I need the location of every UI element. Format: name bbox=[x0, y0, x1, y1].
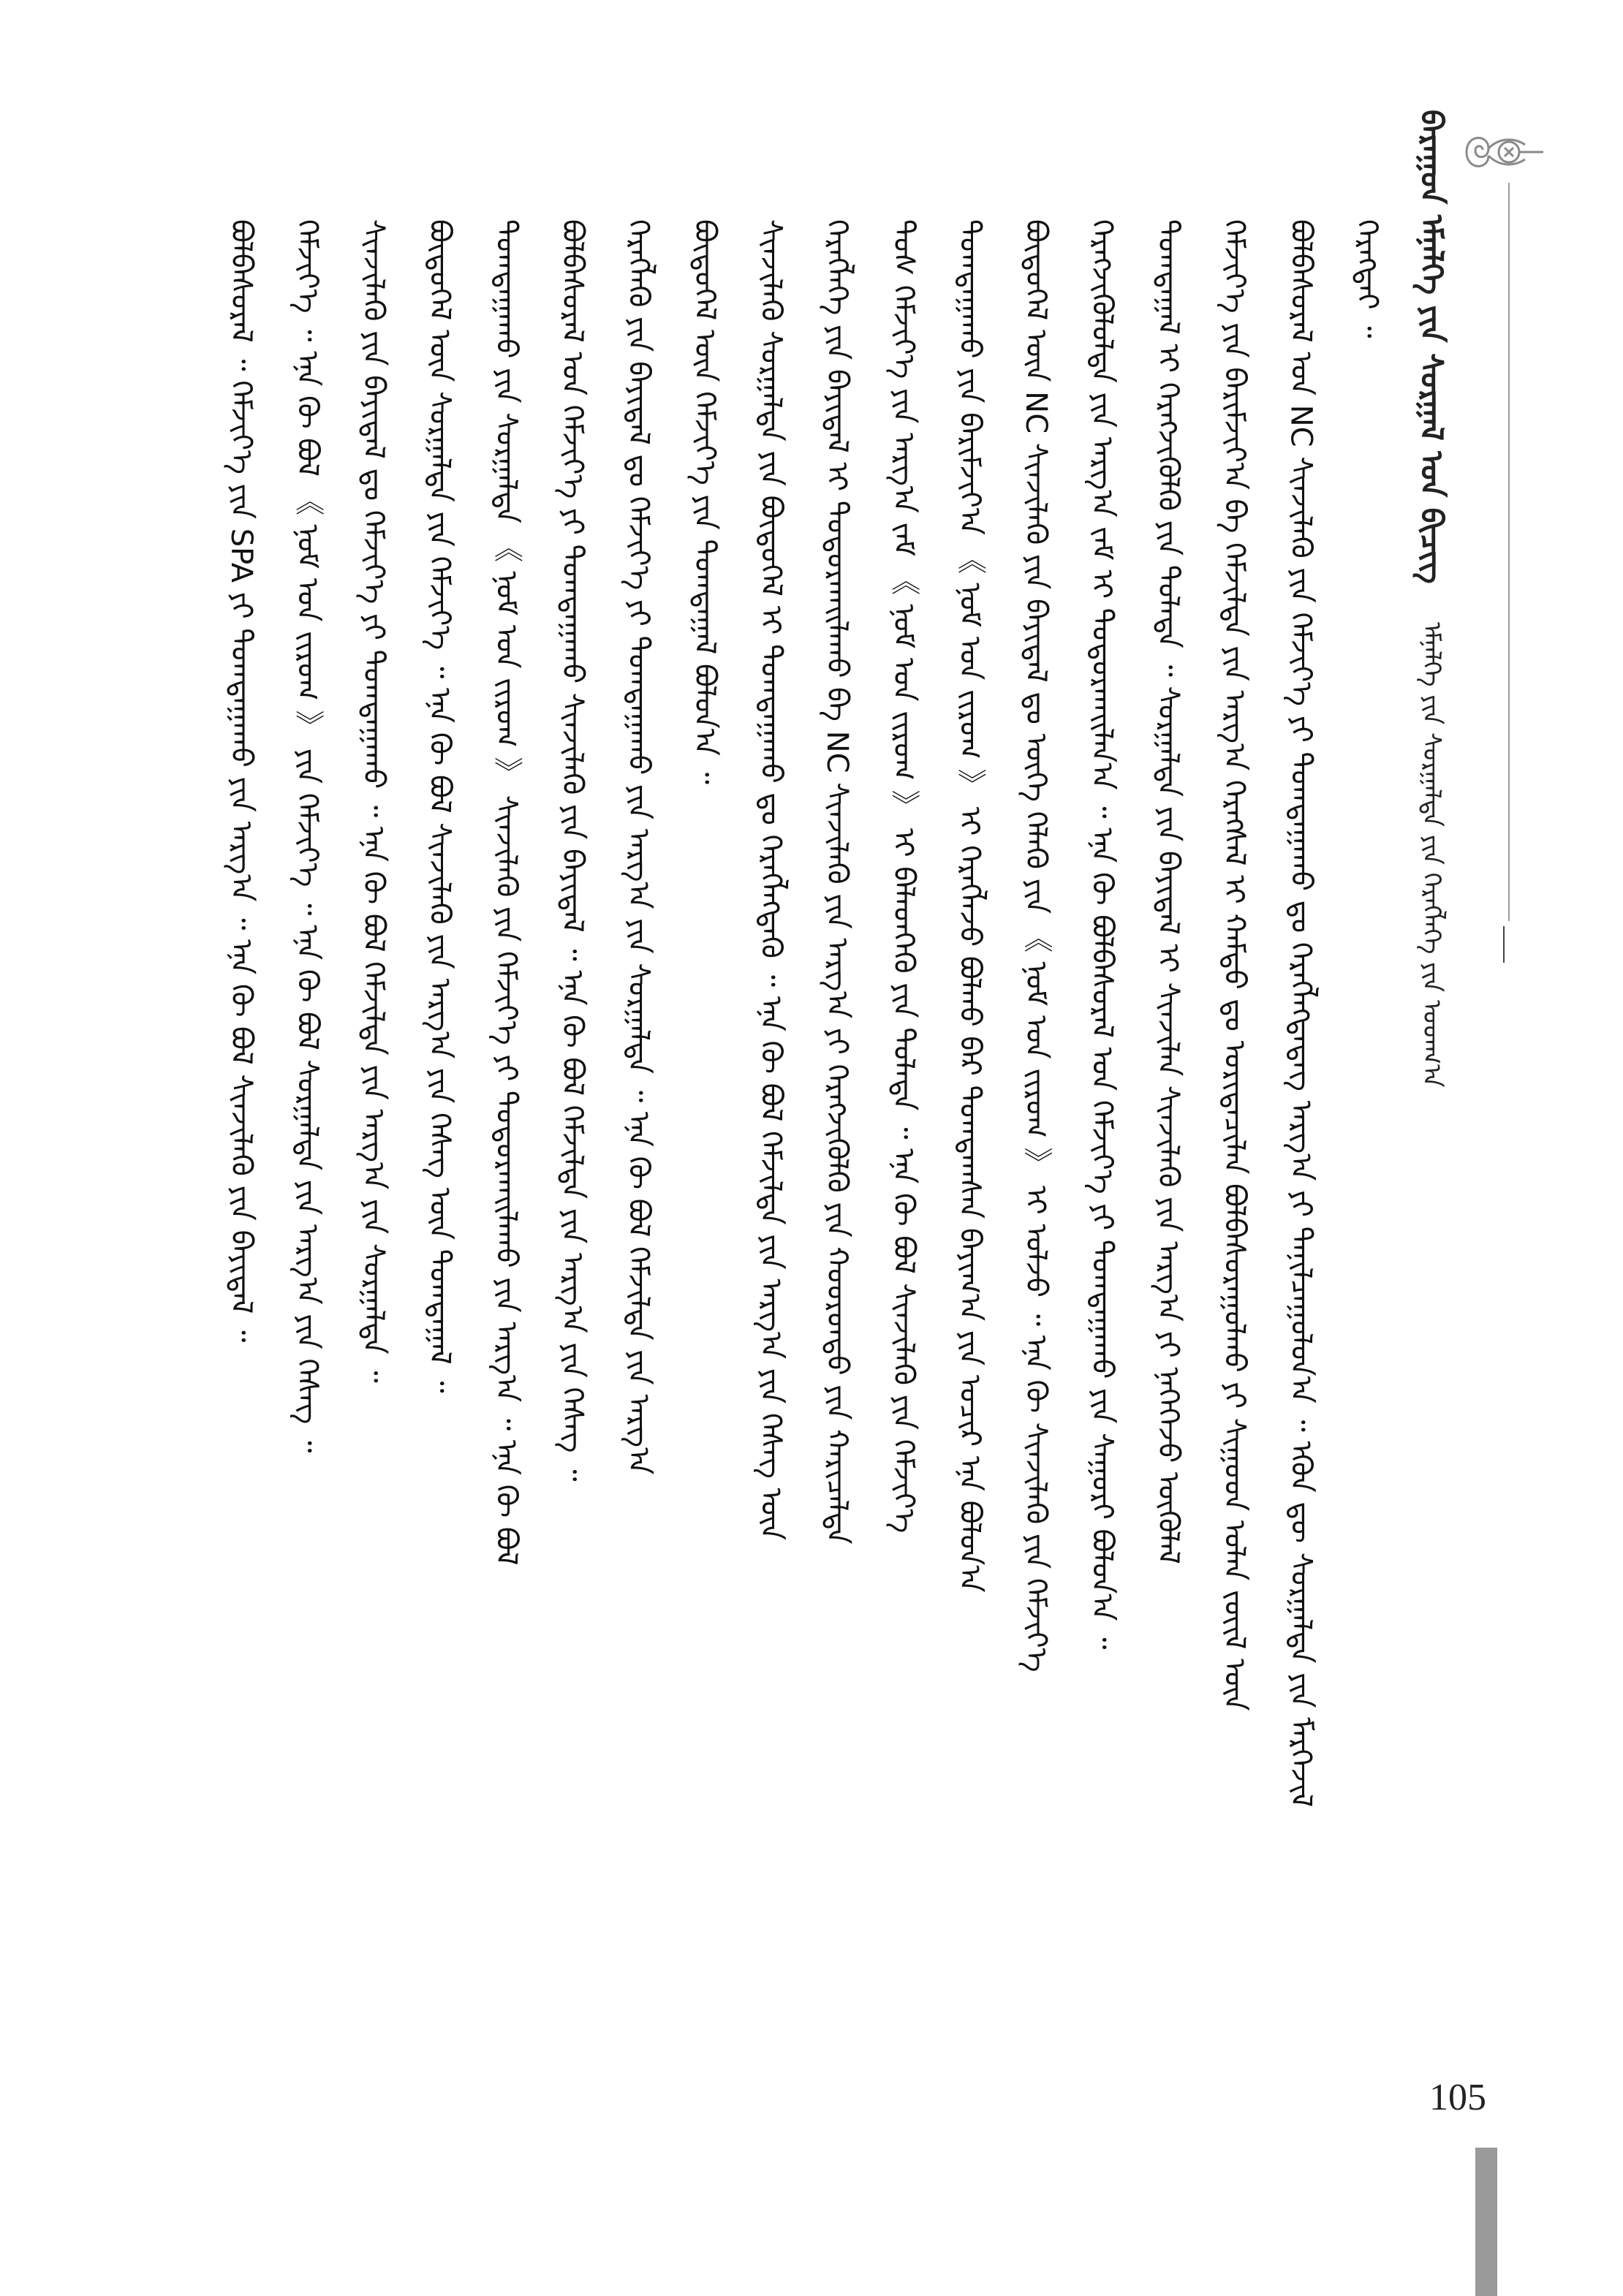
running-header-title: ᠪᠠᠷᠠᠭᠤᠨ ᠡᠮᠨᠡᠯᠭᠡ ᠶᠢᠨ ᠰᠤᠷᠭᠠᠯ ᠤᠨ ᠪᠢᠴᠢᠭ bbox=[1414, 110, 1450, 584]
text-column-6: ᠪᠦᠲᠦᠭᠡᠯ ᠦᠨ NC ᠰᠢᠨᠵᠢᠯᠡᠬᠦ ᠶᠢᠨ ᠪᠠᠶᠢᠳᠠᠯ ᠳᠤ ᠦᠭᠡ ᠬᠡᠯᠡᠬᠦ ᠶᠢᠨ 《 ᠨᠤᠮ ᠤᠨ ᠵᠢᠷᠤᠭ 》 ᠢ ᠣᠯᠵᠤ ᠃ ᠡᠨᠡ ᠬᠦ ᠰᠢᠨᠵᠢᠯᠡᠬᠦ ᠶᠢᠨ ᠬᠡᠮᠵᠢᠶ᠎ᠡ bbox=[1018, 219, 1053, 1672]
text-column-12: ᠬᠡᠷᠡᠭᠯᠡᠬᠦ ᠶᠢᠨ ᠪᠠᠶᠢᠳᠠᠯ ᠳᠤ ᠬᠡᠮᠵᠢᠶ᠎ᠡ ᠶᠢ ᠲᠣᠭᠲᠠᠭᠠᠬᠤ ᠶᠢᠨ ᠠᠷᠭ᠎ᠠ ᠶᠢᠨ ᠰᠤᠷᠭᠠᠯᠲᠠ ᠃ ᠡᠨᠡ ᠬᠦ ᠪᠣᠯ ᠬᠡᠮᠵᠢᠯᠲᠡ ᠶᠢᠨ ᠠᠷᠭ᠎ᠠ bbox=[621, 219, 656, 1475]
running-header-subtitle: ᠡᠮᠨᠡᠯᠭᠡ ᠶᠢᠨ ᠰᠤᠷᠭᠠᠯᠲᠠ ᠶᠢᠨ ᠬᠡᠷᠡᠭᠯᠡᠭᠡ ᠶᠢᠨ ᠤᠳᠬ᠎ᠠ bbox=[1417, 621, 1446, 1088]
body-text bbox=[219, 219, 1389, 1996]
text-column-14: ᠲᠣᠭᠲᠠᠭᠠᠬᠤ ᠶᠢᠨ ᠰᠤᠷᠭᠠᠯᠲᠠ 《 ᠨᠤᠮ ᠤᠨ ᠵᠢᠷᠤᠭ 》 ᠰᠢᠨᠵᠢᠯᠡᠬᠦ ᠶᠢᠨ ᠬᠡᠮᠵᠢᠶ᠎ᠡ ᠶᠢ ᠲᠣᠳᠣᠷᠬᠠᠢᠯᠠᠬᠤ ᠶᠢᠨ ᠠᠷᠭ᠎ᠠ ᠃ ᠡᠨᠡ ᠬᠦ ᠪᠣᠯ bbox=[489, 219, 523, 1566]
text-column-7: ᠲᠣᠭᠲᠠᠭᠠᠬᠤ ᠶᠢᠨ ᠪᠠᠷᠢᠮᠵᠢᠶ᠎ᠠ 《 ᠨᠤᠮ ᠤᠨ ᠵᠢᠷᠤᠭ 》 ᠢ ᠬᠡᠷᠡᠭᠯᠡᠵᠦ ᠪᠣᠯᠬᠤ ᠪᠡᠷ ᠲᠣᠭᠲᠠᠭᠰᠠᠨ ᠪᠠᠶᠢᠭ᠎ᠠ ᠶᠢᠨ ᠤᠴᠢᠷ ᠡᠨᠡ ᠪᠣᠯᠤᠨ᠎ᠠ bbox=[953, 219, 987, 1593]
text-column-18: ᠪᠣᠯᠪᠠᠰᠤᠷᠠᠯ ᠃ ᠬᠡᠮᠵᠢᠶ᠎ᠡ ᠶᠢᠨ SPA ᠶᠢ ᠲᠣᠭᠲᠠᠭᠠᠬᠤ ᠶᠢᠨ ᠠᠷᠭ᠎ᠠ ᠃ ᠡᠨᠡ ᠬᠦ ᠪᠣᠯ ᠰᠢᠨᠵᠢᠯᠡᠬᠦ ᠶᠢᠨ ᠪᠠᠶᠢᠳᠠᠯ ᠃ bbox=[224, 219, 258, 1343]
page-number: 105 bbox=[1429, 2077, 1486, 2118]
text-column-5: ᠬᠡᠷᠡᠭᠵᠢᠭᠦᠯᠦᠯᠲᠡ ᠶᠢᠨ ᠠᠷᠭ᠎ᠠ ᠵᠠᠮ ᠢ ᠲᠣᠳᠣᠷᠬᠠᠢᠯᠠᠨ᠎ᠠ ᠃ ᠡᠨᠡ ᠬᠦ ᠪᠣᠯᠪᠠᠰᠤᠷᠠᠯ ᠤᠨ ᠬᠡᠮᠵᠢᠶ᠎ᠡ ᠶᠢ ᠲᠣᠭᠲᠠᠭᠠᠬᠤ ᠶᠢᠨ ᠰᠠᠭᠤᠷᠢ ᠪᠣᠯᠤᠨ᠎ᠠ ᠃ bbox=[1085, 219, 1119, 1650]
text-column-10: ᠰᠢᠨᠵᠢᠯᠡᠬᠦ ᠰᠤᠷᠭᠠᠯᠲᠠ ᠶᠢᠨ ᠪᠦᠲᠦᠭᠡᠯ ᠢ ᠲᠣᠭᠲᠠᠭᠠᠬᠤ ᠳᠤ ᠬᠡᠷᠡᠭᠯᠡᠭᠳᠡᠬᠦ ᠃ ᠡᠨᠡ ᠬᠦ ᠪᠣᠯ ᠬᠡᠮᠵᠢᠯᠲᠡ ᠶᠢᠨ ᠠᠷᠭ᠎ᠠ ᠶᠢᠨ ᠬᠡᠰᠡᠭ ᠦᠨ bbox=[754, 219, 788, 1541]
header-dash bbox=[1503, 926, 1505, 963]
header-rule bbox=[1508, 183, 1510, 921]
text-column-4: ᠲᠣᠭᠲᠠᠭᠠᠯ ᠢ ᠬᠡᠷᠡᠭᠵᠢᠭᠦᠯᠬᠦ ᠶᠢᠨ ᠲᠤᠯᠠᠳᠠ ᠃ ᠰᠤᠷᠭᠠᠯᠲᠠ ᠶᠢᠨ ᠪᠠᠶᠢᠳᠠᠯ ᠢ ᠰᠢᠨᠵᠢᠯᠡᠨ ᠰᠢᠨᠵᠢᠯᠡᠬᠦ ᠶᠢᠨ ᠠᠷᠭ᠎ᠠ ᠶᠢ ᠨᠡᠭᠡᠭᠡᠵᠦ ᠦᠭᠦᠯᠡᠯ bbox=[1151, 219, 1186, 1564]
text-column-17: ᠬᠡᠮᠵᠢᠶ᠎ᠡ ᠃ ᠡᠨᠡ ᠬᠦ ᠪᠣᠯ 《 ᠨᠤᠮ ᠤᠨ ᠵᠢᠷᠤᠭ 》 ᠶᠢᠨ ᠬᠡᠮᠵᠢᠶ᠎ᠡ ᠃ ᠡᠨᠡ ᠬᠦ ᠪᠣᠯ ᠰᠤᠷᠭᠠᠯᠲᠠ ᠶᠢᠨ ᠠᠷᠭ᠎ᠠ ᠶᠢᠨ ᠬᠡᠰᠡᠭ ᠃ bbox=[290, 219, 325, 1453]
page-edge-bar bbox=[1475, 2148, 1497, 2296]
text-column-15: ᠪᠦᠲᠦᠭᠡᠯ ᠦᠨ ᠰᠤᠷᠭᠠᠯᠲᠠ ᠶᠢᠨ ᠬᠡᠮᠵᠢᠶ᠎ᠡ ᠃ ᠡᠨᠡ ᠬᠦ ᠪᠣᠯ ᠰᠢᠨᠵᠢᠯᠡᠬᠦ ᠶᠢᠨ ᠠᠷᠭ᠎ᠠ ᠶᠢᠨ ᠬᠡᠰᠡᠭ ᠦᠨ ᠲᠣᠭᠲᠠᠭᠠᠯ ᠃ bbox=[423, 219, 457, 1393]
text-column-9: ᠬᠡᠷᠡᠭᠯᠡᠭᠡ ᠶᠢᠨ ᠪᠠᠶᠢᠳᠠᠯ ᠢ ᠲᠣᠳᠣᠷᠬᠠᠢᠯᠠᠬᠤ ᠪᠠ NC ᠰᠢᠨᠵᠢᠯᠡᠬᠦ ᠶᠢᠨ ᠠᠷᠭ᠎ᠠ ᠶᠢ ᠬᠡᠷᠡᠭᠵᠢᠭᠦᠯᠬᠦ ᠶᠢᠨ ᠬᠣᠣᠷᠣᠨᠳᠣ ᠶᠢᠨ ᠬᠠᠷᠢᠴᠠᠯᠲᠠ bbox=[820, 219, 855, 1545]
text-column-3: ᠬᠡᠮᠵᠢᠶ᠎ᠡ ᠶᠢᠨ ᠪᠠᠷᠢᠮᠵᠢᠶ᠎ᠠ ᠪᠠ ᠬᠡᠮᠵᠢᠯᠲᠡ ᠶᠢᠨ ᠠᠷᠭ᠎ᠠ ᠬᠡᠷᠡᠭᠰᠡᠯ ᠢ ᠬᠠᠮᠲᠤ ᠳᠤ ᠤᠷᠢᠳᠠᠴᠢᠯᠠᠨ ᠪᠣᠯᠪᠠᠰᠤᠷᠠᠭᠤᠯᠬᠤ ᠶᠢ ᠰᠢᠭᠤᠳ ᠣᠯᠠᠨ ᠵᠦᠢᠯ ᠦᠨ bbox=[1217, 219, 1252, 1711]
text-column-8: ᠲᠤᠰ ᠬᠡᠮᠵᠢᠶ᠎ᠡ ᠶᠢᠨ ᠠᠷᠭ᠎ᠠ ᠵᠠᠮ 《 ᠨᠤᠮ ᠤᠨ ᠵᠢᠷᠤᠭ 》 ᠢ ᠪᠡᠯᠡᠳᠬᠡᠬᠦ ᠶᠢᠨ ᠲᠤᠯᠠᠳᠠ ᠃ ᠡᠨᠡ ᠬᠦ ᠪᠣᠯ ᠰᠢᠨᠵᠢᠯᠡᠬᠦ ᠶᠢᠨ ᠬᠡᠮᠵᠢᠶ᠎ᠡ bbox=[886, 219, 920, 1534]
text-column-1: ᠬᠡᠷᠡᠭᠲᠡᠢ ᠃ bbox=[1350, 219, 1384, 338]
text-column-13: ᠪᠣᠯᠪᠠᠰᠤᠷᠠᠯ ᠤᠨ ᠬᠡᠮᠵᠢᠶ᠎ᠡ ᠶᠢ ᠲᠣᠭᠲᠠᠭᠠᠬᠤ ᠰᠢᠨᠵᠢᠯᠡᠬᠦ ᠶᠢᠨ ᠪᠠᠶᠢᠳᠠᠯ ᠃ ᠡᠨᠡ ᠬᠦ ᠪᠣᠯ ᠬᠡᠮᠵᠢᠯᠲᠡ ᠶᠢᠨ ᠠᠷᠭ᠎ᠠ ᠶᠢᠨ ᠬᠡᠰᠡᠭ ᠃ bbox=[555, 219, 589, 1482]
text-column-16: ᠰᠢᠨᠵᠢᠯᠡᠬᠦ ᠶᠢᠨ ᠪᠠᠶᠢᠳᠠᠯ ᠳᠤ ᠬᠡᠮᠵᠢᠶ᠎ᠡ ᠶᠢ ᠲᠣᠭᠲᠠᠭᠠᠬᠤ ᠃ ᠡᠨᠡ ᠬᠦ ᠪᠣᠯ ᠬᠡᠮᠵᠢᠯᠲᠡ ᠶᠢᠨ ᠠᠷᠭ᠎ᠠ ᠶᠢᠨ ᠰᠤᠷᠭᠠᠯᠲᠠ ᠃ bbox=[357, 219, 391, 1383]
text-column-11: ᠪᠦᠲᠦᠭᠡᠯ ᠦᠨ ᠬᠡᠮᠵᠢᠶ᠎ᠡ ᠶᠢᠨ ᠲᠣᠭᠲᠠᠭᠠᠯ ᠪᠣᠯᠤᠨ᠎ᠠ ᠃ bbox=[688, 219, 722, 784]
text-column-2: ᠪᠣᠯᠪᠠᠰᠤᠷᠠᠯ ᠤᠨ NC ᠰᠢᠨᠵᠢᠯᠡᠬᠦ ᠶᠢᠨ ᠬᠡᠮᠵᠢᠶ᠎ᠡ ᠶᠢ ᠲᠣᠭᠲᠠᠭᠠᠬᠤ ᠳᠤ ᠬᠡᠷᠡᠭᠯᠡᠭᠳᠡᠳᠡᠭ ᠠᠷᠭ᠎ᠠ ᠶᠢ ᠲᠠᠨᠢᠯᠴᠠᠭᠤᠯᠤᠨ᠎ᠠ ᠃ ᠡᠭᠦᠨ ᠳᠦ ᠰᠤᠷᠭᠠᠯᠲᠠ ᠶᠢᠨ ᠮᠡᠷᠭᠡᠵᠢᠯ bbox=[1284, 219, 1318, 1808]
running-header bbox=[1411, 110, 1499, 1088]
